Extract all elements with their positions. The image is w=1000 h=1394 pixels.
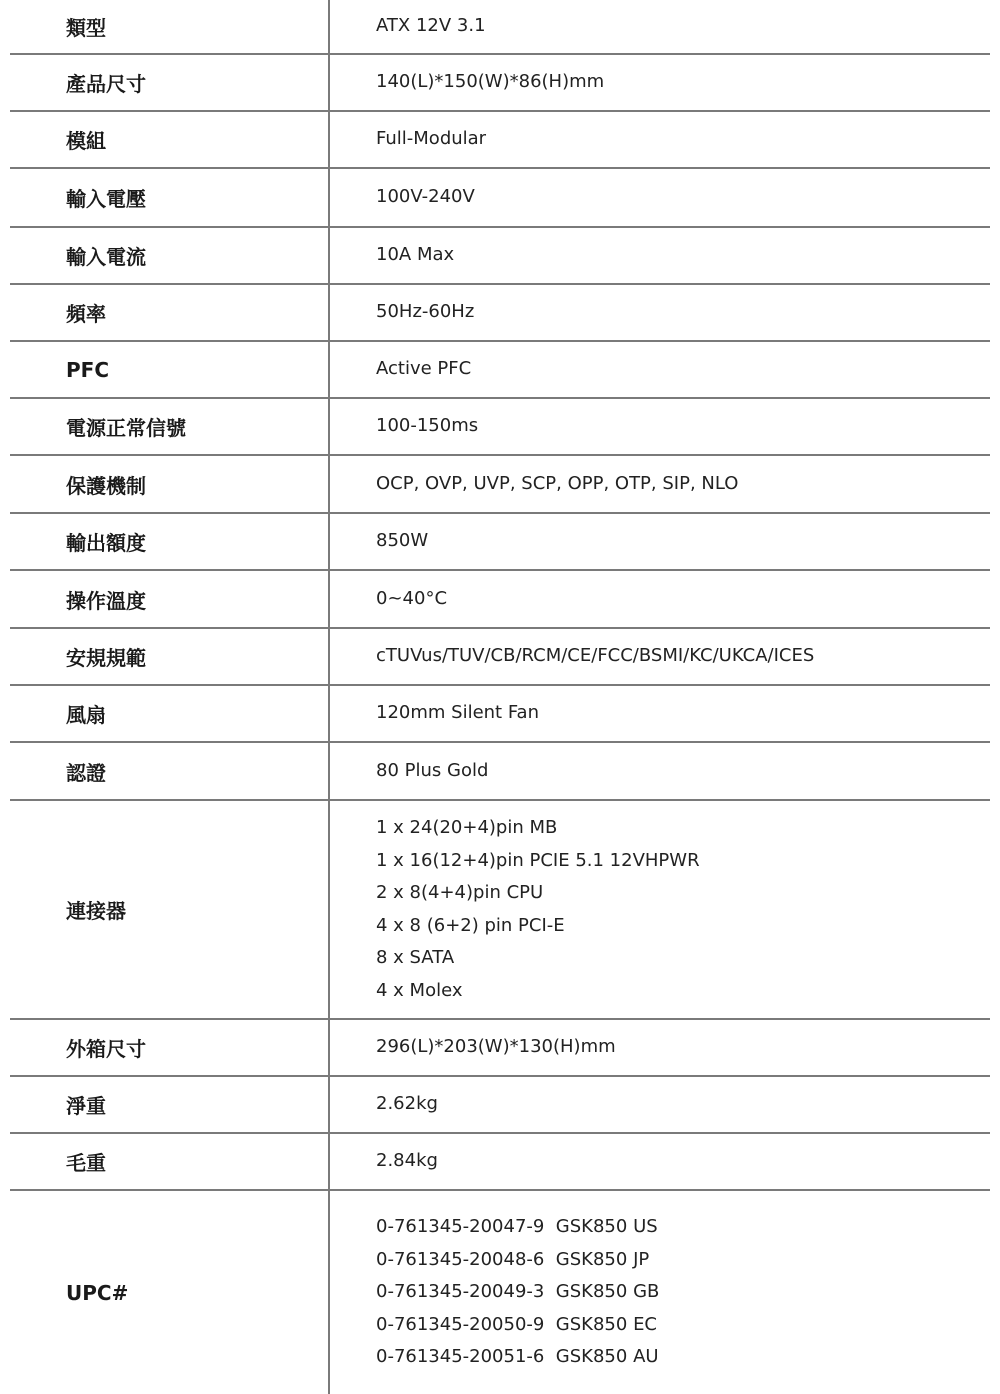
spec-value-text: 0~40°C	[376, 587, 448, 609]
connector-item: 4 x 8 (6+2) pin PCI-E	[376, 914, 565, 936]
spec-row-modular	[10, 112, 990, 169]
spec-label: 類型	[10, 0, 330, 53]
spec-label: 模組	[10, 112, 330, 167]
spec-label: 外箱尺寸	[10, 1020, 330, 1075]
connector-item: 8 x SATA	[376, 947, 455, 968]
spec-row-protection	[10, 456, 990, 514]
spec-value	[330, 342, 990, 397]
connector-item: 1 x 24(20+4)pin MB	[376, 817, 558, 838]
spec-row-safety	[10, 629, 990, 686]
spec-label: UPC#	[10, 1191, 330, 1394]
spec-value-text: 50Hz-60Hz	[376, 301, 475, 323]
spec-label: 產品尺寸	[10, 55, 330, 110]
spec-value-text: 100V-240V	[376, 186, 475, 208]
spec-row-output	[10, 514, 990, 571]
spec-row-box-dimensions	[10, 1020, 990, 1077]
spec-value	[330, 514, 990, 569]
spec-row-dimensions	[10, 55, 990, 112]
spec-value-text: 100-150ms	[376, 415, 479, 437]
spec-value	[330, 285, 990, 340]
upc-item: 0-761345-20049-3 GSK850 GB	[376, 1281, 660, 1303]
spec-value-text: 2.62kg	[376, 1093, 438, 1115]
spec-value	[330, 1134, 990, 1189]
spec-label: 保護機制	[10, 456, 330, 512]
spec-value	[330, 571, 990, 627]
spec-value	[330, 399, 990, 454]
spec-label: 輸出額度	[10, 514, 330, 569]
spec-value-text: Active PFC	[376, 358, 472, 380]
spec-label: 頻率	[10, 285, 330, 340]
spec-row-input-voltage	[10, 169, 990, 228]
spec-value-text: cTUVus/TUV/CB/RCM/CE/FCC/BSMI/KC/UKCA/ICES	[376, 645, 815, 667]
spec-label: 輸入電壓	[10, 169, 330, 226]
spec-row-frequency	[10, 285, 990, 342]
spec-label: 電源正常信號	[10, 399, 330, 454]
spec-value	[330, 169, 990, 226]
connector-item: 4 x Molex	[376, 979, 463, 1001]
spec-label: PFC	[10, 342, 330, 397]
spec-label: 毛重	[10, 1134, 330, 1189]
spec-value-text: ATX 12V 3.1	[376, 15, 486, 37]
spec-label: 連接器	[10, 801, 330, 1018]
connector-item: 2 x 8(4+4)pin CPU	[376, 882, 544, 903]
spec-row-fan	[10, 686, 990, 743]
upc-item: 0-761345-20051-6 GSK850 AU	[376, 1346, 659, 1368]
connector-list	[330, 801, 990, 1018]
spec-label: 安規規範	[10, 629, 330, 684]
spec-value	[330, 228, 990, 283]
spec-label: 認證	[10, 743, 330, 799]
spec-value-text: 2.84kg	[376, 1150, 438, 1172]
spec-row-upc	[10, 1191, 990, 1394]
upc-item: 0-761345-20048-6 GSK850 JP	[376, 1248, 650, 1270]
spec-value	[330, 55, 990, 110]
spec-value	[330, 112, 990, 167]
spec-value	[330, 743, 990, 799]
spec-value-text: 120mm Silent Fan	[376, 702, 539, 724]
spec-value-text: 296(L)*203(W)*130(H)mm	[376, 1036, 616, 1058]
spec-row-gross-weight	[10, 1134, 990, 1191]
upc-item: 0-761345-20050-9 GSK850 EC	[376, 1313, 658, 1335]
upc-list	[330, 1191, 990, 1394]
spec-value	[330, 1020, 990, 1075]
spec-value-text: Full-Modular	[376, 128, 487, 150]
spec-label: 輸入電流	[10, 228, 330, 283]
spec-value-text: 140(L)*150(W)*86(H)mm	[376, 71, 605, 93]
spec-value	[330, 0, 990, 53]
spec-row-type	[10, 0, 990, 55]
spec-label: 操作溫度	[10, 571, 330, 627]
spec-row-certification	[10, 743, 990, 801]
spec-label: 淨重	[10, 1077, 330, 1132]
spec-label: 風扇	[10, 686, 330, 741]
spec-value-text: 850W	[376, 530, 429, 552]
spec-row-pfc	[10, 342, 990, 399]
spec-value	[330, 629, 990, 684]
spec-value-text: 10A Max	[376, 244, 455, 266]
spec-row-operating-temp	[10, 571, 990, 629]
spec-row-power-good	[10, 399, 990, 456]
spec-row-net-weight	[10, 1077, 990, 1134]
spec-row-input-current	[10, 228, 990, 285]
spec-value	[330, 1077, 990, 1132]
spec-value-text: 80 Plus Gold	[376, 759, 489, 781]
spec-value	[330, 456, 990, 512]
upc-item: 0-761345-20047-9 GSK850 US	[376, 1216, 658, 1238]
spec-value-text: OCP, OVP, UVP, SCP, OPP, OTP, SIP, NLO	[376, 472, 739, 494]
connector-item: 1 x 16(12+4)pin PCIE 5.1 12VHPWR	[376, 849, 700, 871]
spec-row-connectors	[10, 801, 990, 1020]
spec-value	[330, 686, 990, 741]
